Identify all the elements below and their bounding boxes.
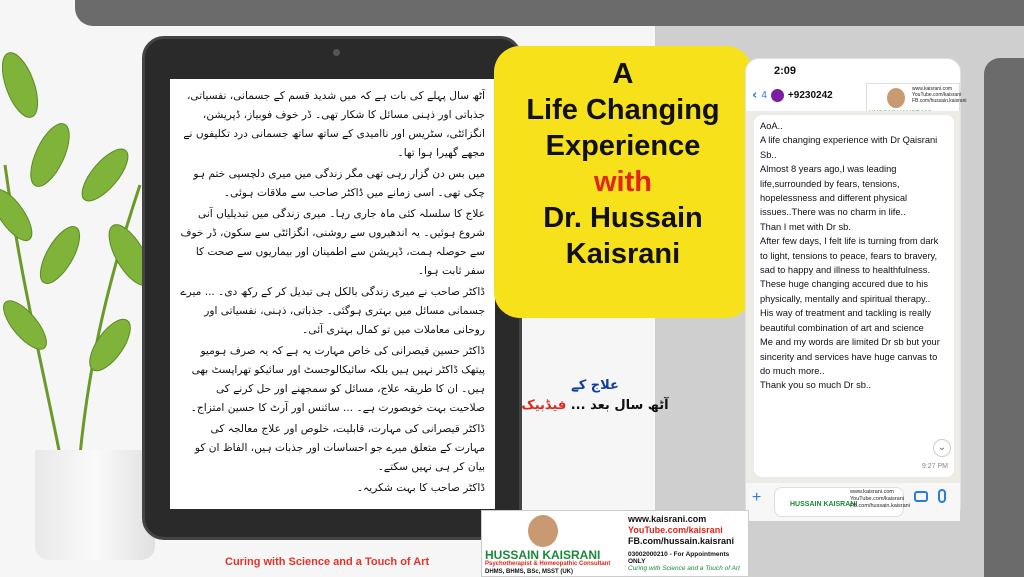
brand-subtitle: Psychotherapist & Homeopathic Consultant	[485, 561, 611, 567]
message-time: 9:27 PM	[921, 462, 948, 470]
brand-name: HUSSAIN KAISRANI	[485, 548, 601, 562]
headline-line: Kaisrani	[565, 238, 681, 270]
message-line: After few days, I felt life is turning from dark to light, tensions to peace, fears to bravery, sad to happy and illness to healthfulness. These huge changing accured due to his physically, mentally and spiritual therapy..	[760, 236, 939, 304]
headline-box	[494, 46, 752, 318]
message-input-bar	[746, 483, 960, 521]
message-bubble	[754, 115, 954, 477]
message-line: A life changing experience with Dr Qaisrani Sb..	[760, 135, 938, 160]
brand-youtube: YouTube.com/kaisrani	[628, 525, 723, 535]
brand-links	[628, 514, 734, 547]
urdu-paragraph: ڈاکٹر حسین قیصرانی کی خاص مہارت یہ ہے کہ یہ صرف ہومیو پیتھک ڈاکٹر نہیں ہیں بلکہ سائیکالوجسٹ اور سائیکو تھراپسٹ بھی ہیں۔ ان کا طریقہ علاج، مسائل کو سمجھنے اور حل کرنے کی صلاحیت بہت خوبصورت ہے۔ ... سائنس اور آرٹ کا حسین امتزاج۔	[190, 345, 485, 414]
tablet-camera	[333, 49, 340, 56]
plant-decoration	[0, 25, 160, 505]
message-line: His way of treatment and tackling is really beautiful combination of art and science	[760, 308, 932, 333]
phone-screenshot	[745, 58, 967, 520]
message-line: Almost 8 years ago,I was leading life,surrounded by fears, tensions, hopelessness and different physical issues..There was no charm in life..	[760, 164, 908, 218]
feedback-label	[520, 376, 670, 416]
tablet-device	[142, 36, 522, 540]
feedback-line-2a: آٹھ سال بعد ...	[566, 398, 669, 413]
headline-line: Experience	[545, 130, 701, 162]
feedback-line-1: علاج کے	[571, 378, 619, 393]
headline-line: Life Changing	[526, 94, 720, 126]
brand-facebook: FB.com/hussain.kaisrani	[628, 536, 735, 546]
feedback-word: فیڈبیک	[521, 398, 567, 413]
input-logo	[790, 489, 910, 517]
doctor-photo	[887, 88, 905, 108]
input-logo-links: www.kaisrani.com YouTube.com/kaisrani FB.com/hussain.kaisrani	[850, 489, 910, 509]
avatar[interactable]	[771, 89, 784, 102]
message-line: AoA..	[760, 121, 783, 131]
headline-line-with: with	[594, 166, 652, 198]
urdu-paragraph: ڈاکٹر قیصرانی کی مہارت، قابلیت، خلوص اور علاج معالجہ کی مہارت کے متعلق میرے جو احساسات اور جذبات ہیں، الفاظ ان کو بیان کر ہی نہیں سکتے۔	[194, 423, 485, 473]
vase	[35, 450, 155, 560]
message-line: Me and my words are limited Dr sb but your sincerity and services have huge canvas to do much more..	[760, 337, 940, 376]
brand-slogan: Curing with Science and a Touch of Art	[628, 565, 740, 572]
message-line: Thank you so much Dr sb..	[760, 380, 872, 391]
microphone-icon[interactable]	[938, 489, 946, 503]
message-line: Than I met with Dr sb.	[760, 221, 851, 232]
status-time: 2:09	[774, 65, 797, 77]
urdu-paragraph: میں بس دن گزار رہی تھی مگر زندگی میں میری دلچسپی ختم ہو چکی تھی۔ اسی زمانے میں ڈاکٹر صاحب سے ملاقات ہوئی۔	[193, 168, 485, 199]
headline-line: A	[612, 58, 634, 90]
brand-card	[481, 510, 749, 577]
urdu-paragraph: ڈاکٹر صاحب کا بہت شکریہ۔	[356, 482, 485, 494]
back-count[interactable]: 4	[761, 89, 767, 101]
feedback-line-2	[520, 396, 670, 416]
urdu-paragraph: آٹھ سال پہلے کی بات ہے کہ میں شدید قسم کے جسمانی، نفسیاتی، جذباتی اور ذہنی مسائل کا شکار تھی۔ ڈر خوف فوبیاز، ڈپریشن، انگزائٹی، سٹریس اور ناامیدی کے ساتھ ساتھ جسمانی درد تکلیفوں نے مجھے گھیرا ہوا تھا۔	[183, 90, 485, 159]
camera-icon[interactable]	[914, 491, 928, 502]
doctor-photo	[528, 515, 558, 547]
tablet-screen	[170, 79, 495, 509]
brand-appointments: 03002000210 - For Appointments ONLY	[628, 551, 730, 565]
contact-number[interactable]: +9230242	[787, 89, 833, 101]
header-logo-links: www.kaisrani.com YouTube.com/kaisrani FB.com/hussain.kaisrani	[912, 86, 967, 104]
chat-header	[746, 79, 967, 111]
caption-slogan: Curing with Science and a Touch of Art	[225, 556, 430, 568]
back-chevron-icon[interactable]: ‹	[752, 87, 758, 103]
headline-line: Dr. Hussain	[543, 202, 703, 234]
brand-degrees: DHMS, BHMS, BSc, MSST (UK)	[485, 569, 574, 575]
input-logo-name: HUSSAIN KAISRANI	[790, 501, 858, 508]
scroll-down-icon[interactable]: ⌄	[933, 439, 951, 457]
brand-website: www.kaisrani.com	[628, 514, 707, 524]
plus-icon[interactable]: +	[752, 489, 762, 506]
urdu-paragraph: ڈاکٹر صاحب نے میری زندگی بالکل ہی تبدیل کر کے رکھ دی۔ ... میرے جسمانی مسائل میں بہتری ہوگئی۔ جذباتی، ذہنی، نفسیاتی اور روحانی معاملات میں تو کمال بہتری آئی۔	[180, 286, 485, 336]
top-decor-bar	[75, 0, 1024, 26]
urdu-paragraph: علاج کا سلسلہ کئی ماہ جاری رہا۔ میری زندگی میں تبدیلیاں آنی شروع ہوئیں۔ یہ اندھیروں سے روشنی، انگزائٹی سے سکون، ڈر خوف سے حوصلہ ہمت، ڈپریشن سے اطمینان اور بیماریوں سے صحت کا سفر ثابت ہوا۔	[180, 208, 485, 277]
right-decor-bar	[984, 58, 1024, 577]
